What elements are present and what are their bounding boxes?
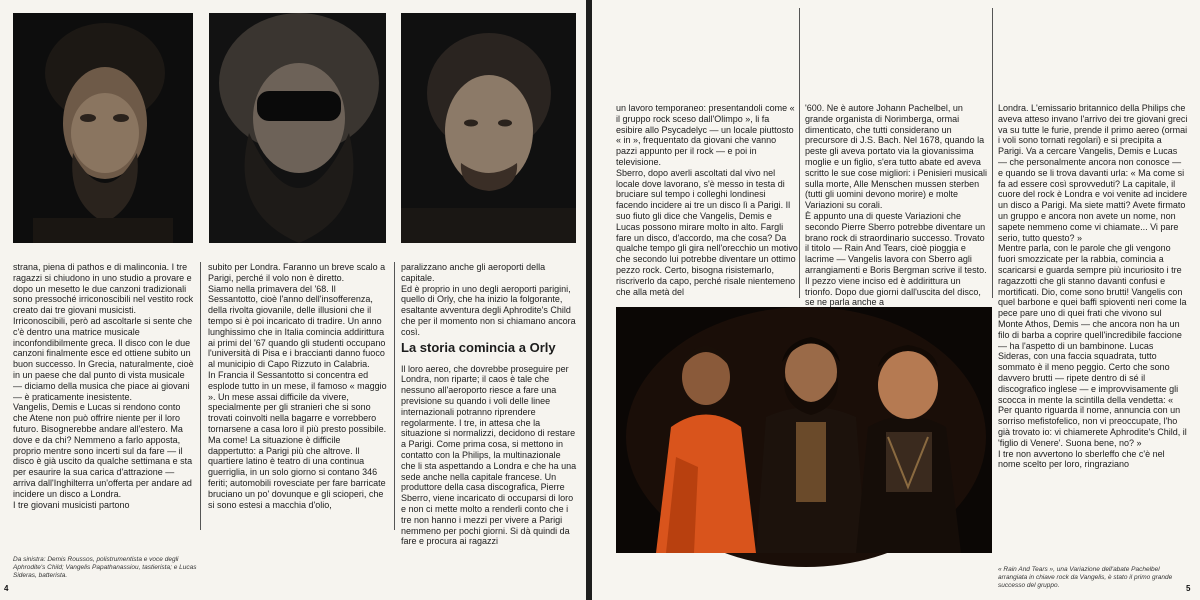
paragraph: Vangelis, Demis e Lucas si rendono conto che Atene non può offrire niente per il loro futuro. Bisognerebbe andare all'estero. Ma dove e da chi? Nemmeno a farlo apposta, proprio mentre sono incerti sul da fare — il disco è già uscito da qualche settimana e sta per esaurire la sua carica d'attrazione — arriva dall'Inghilterra un'offerta per andare ad incidere un disco a Londra. xyxy=(13,402,193,499)
column-divider xyxy=(992,8,993,298)
page-number: 5 xyxy=(1186,584,1191,593)
column-divider xyxy=(200,262,201,530)
left-column-1 xyxy=(13,262,194,534)
portrait-vangelis xyxy=(209,13,386,243)
right-column-1 xyxy=(616,103,798,297)
paragraph: Irriconoscibili, però ad ascoltarle si sente che c'è dentro una matrice musicale inconfondibilmente greca. Il disco con le due canzoni finalmente esce ed ottiene subito un buon successo. In Grecia, naturalmente, cioè in un paese che dal punto di vista musicale — diciamo della musica che piace ai giovani — è praticamente inesistente. xyxy=(13,315,194,402)
section-heading: La storia comincia a Orly xyxy=(401,339,556,355)
left-column-2 xyxy=(208,262,388,534)
photo-caption: Da sinistra: Demis Roussos, polistrumentista e voce degli Aphrodite's Child; Vangelis Papathanassiou, tastierista; e Lucas Sideras, batterista. xyxy=(13,556,197,579)
photo-caption: « Rain And Tears », una Variazione dell'abate Pachelbel arrangiata in chiave rock da Vangelis, è stato il primo grande successo del gruppo. xyxy=(998,566,1173,589)
left-column-3 xyxy=(401,262,577,547)
column-divider xyxy=(799,8,800,298)
paragraph: Ed è proprio in uno degli aeroporti parigini, quello di Orly, che ha inizio la folgorante, esaltante avventura degli Aphrodite's Child che per il momento non si chiamano ancora così. xyxy=(401,283,576,337)
portrait-lucas-sideras xyxy=(401,13,576,243)
paragraph: In Francia il Sessantotto si concentra ed esplode tutto in un mese, il famoso « maggio ». Un mese assai difficile da vivere, specialmente per gli stranieri che si sono trovati coinvolti nella bagarre e vorrebbero tornarsene a casa loro il più presto possibile. xyxy=(208,369,387,434)
paragraph: Mentre parla, con le parole che gli vengono fuori smozzicate per la rabbia, comincia a scaricarsi e guarda sempre più incuriosito i tre ragazzotti che gli stanno davanti confusi e mortificati. Dio, come sono brutti! Vangelis con quel barbone e quei baffi spioventi neri come la pece pare uno di quei frati che vivono sul Monte Athos, Demis — che ancora non ha un filo di barba a coprire quell'incredibile faccione — ha l'aspetto di un bambinone. Lucas Sideras, con una faccia squadrata, tutto sommato è il meno peggio. Certo che sono davvero brutti — ripete dentro di sé il discografico inglese — e improvvisamente gli scocca in mente la scintilla della vendetta: « Per quanto riguarda il nome, annuncia con un sorriso mefistofelico, non vi preoccupate, l'ho già trovato io: vi chiamerete Aphrodite's Child, il 'figlio di Venere'. Suona bene, no? » xyxy=(998,243,1187,448)
paragraph: Ma come! La situazione è difficile dappertutto: a Parigi più che altrove. Il quartiere latino è teatro di una continua guerriglia, in un solo giorno si contano 346 feriti; automobili rovesciate per fare barricate bruciano un po' dovunque e gli scioperi, che si sono estesi a macchia d'olio, xyxy=(208,434,386,510)
paragraph: Il loro aereo, che dovrebbe proseguire per Londra, non riparte; il caos è tale che nessuno all'aeroporto riesce a fare una previsione su quando i voli delle linee internazionali potranno riprendere regolarmente. I tre, in attesa che la situazione si normalizzi, decidono di restare a Parigi. Come prima cosa, si mettono in contatto con la Philips, la multinazionale che li sta aspettando a Londra e che ha una sede anche nella capitale francese. Un produttore della casa discografica, Pierre Sberro, viene incaricato di occuparsi di loro e non ci mette molto a renderli conto che i tre non hanno i mezzi per vivere a Parigi nemmeno per pochi giorni. Si dà quindi da fare e procura ai ragazzi xyxy=(401,363,577,547)
column-divider xyxy=(394,262,395,530)
right-column-3 xyxy=(998,103,1188,555)
paragraph: un lavoro temporaneo: presentandoli come « il gruppo rock sceso dall'Olimpo », li fa esibire allo Psycadelyc — un locale piuttosto « in », frequentato da giovani che vanno pazzi appunto per il rock — e poi in televisione. xyxy=(616,103,795,167)
paragraph: Londra. L'emissario britannico della Philips che aveva atteso invano l'arrivo dei tre giovani greci va su tutte le furie, prende il primo aereo (ormai i voli sono tornati regolari) e si precipita a Parigi. Va a cercare Vangelis, Demis e Lucas — che personalmente ancora non conosce — e quando se li trova davanti urla: « Ma come si fa ad essere così sprovveduti? La capitale, il cuore del rock è Londra e voi venite ad incidere un disco a Parigi. Ma siete matti? Avete firmato un gruppo e ancora non avete un nome, non sapete nemmeno come vi chiamate... Vi pare serio, tutto questo? » xyxy=(998,103,1188,243)
portrait-demis-roussos xyxy=(13,13,193,243)
band-group-photo xyxy=(616,307,992,553)
paragraph: È appunto una di queste Variazioni che secondo Pierre Sberro potrebbe diventare un brano rock di straordinario successo. Trovato il titolo — Rain And Tears, cioè pioggia e lacrime — Vangelis lavora con Sberro agli arrangiamenti e Boris Bergman scrive il testo. Il pezzo viene inciso ed è addirittura un trionfo. Dopo due giorni dall'uscita del disco, se ne parla anche a xyxy=(805,210,987,308)
paragraph: I tre giovani musicisti partono xyxy=(13,499,130,510)
right-page xyxy=(592,0,1200,600)
paragraph: paralizzano anche gli aeroporti della capitale. xyxy=(401,262,546,283)
paragraph: I tre non avvertono lo sberleffo che c'è nel nome scelto per loro, ringraziano xyxy=(998,448,1165,470)
left-page xyxy=(0,0,586,600)
paragraph: '600. Ne è autore Johann Pachelbel, un grande organista di Norimberga, ormai dimenticato, che tutti considerano un precursore di J.S. Bach. Nel 1678, quando la peste gli aveva portato via la giovanissima moglie e un figlio, s'era tutto abate ed aveva scritto le sue cose migliori: i Penisieri musicali sulla morte, Alle Menschen mussen sterben (tutti gli uomini devono morire) e molte Variazioni su corali. xyxy=(805,103,988,211)
paragraph: Siamo nella primavera del '68. Il Sessantotto, cioè l'anno dell'insofferenza, della rivolta giovanile, delle illusioni che il tempo si è poi incaricato di tradire. Un anno lunghissimo che in Italia comincia addirittura ai primi del '67 quando gli studenti occupano l'università di Pisa e i braccianti danno fuoco al municipio di Capo Rizzuto in Calabria. xyxy=(208,283,386,370)
right-column-2 xyxy=(805,103,989,308)
paragraph: subito per Londra. Faranno un breve scalo a Parigi, perché il volo non è diretto. xyxy=(208,262,386,283)
page-number: 4 xyxy=(4,584,9,593)
paragraph: Sberro, dopo averli ascoltati dal vivo nel locale dove lavorano, s'è messo in testa di bruciare sul tempo i colleghi londinesi facendo incidere ai tre un disco lì a Parigi. Il suo fiuto gli dice che Vangelis, Demis e Lucas possono mirare molto in alto. Fargli fare un disco, d'accordo, ma che cosa? Da qualche tempo gli gira nell'orecchio un motivo che secondo lui potrebbe diventare un ottimo pezzo rock. Certo, bisogna risistemarlo, riscriverlo da capo, perché risale nientemeno che alla metà del xyxy=(616,167,798,297)
paragraph: strana, piena di pathos e di malinconia. I tre ragazzi si chiudono in uno studio a provare e dopo un mesetto le due canzoni tradizionali sono pressoché irriconoscibili nel vestito rock creato dai tre giovani musicisti. xyxy=(13,262,194,316)
